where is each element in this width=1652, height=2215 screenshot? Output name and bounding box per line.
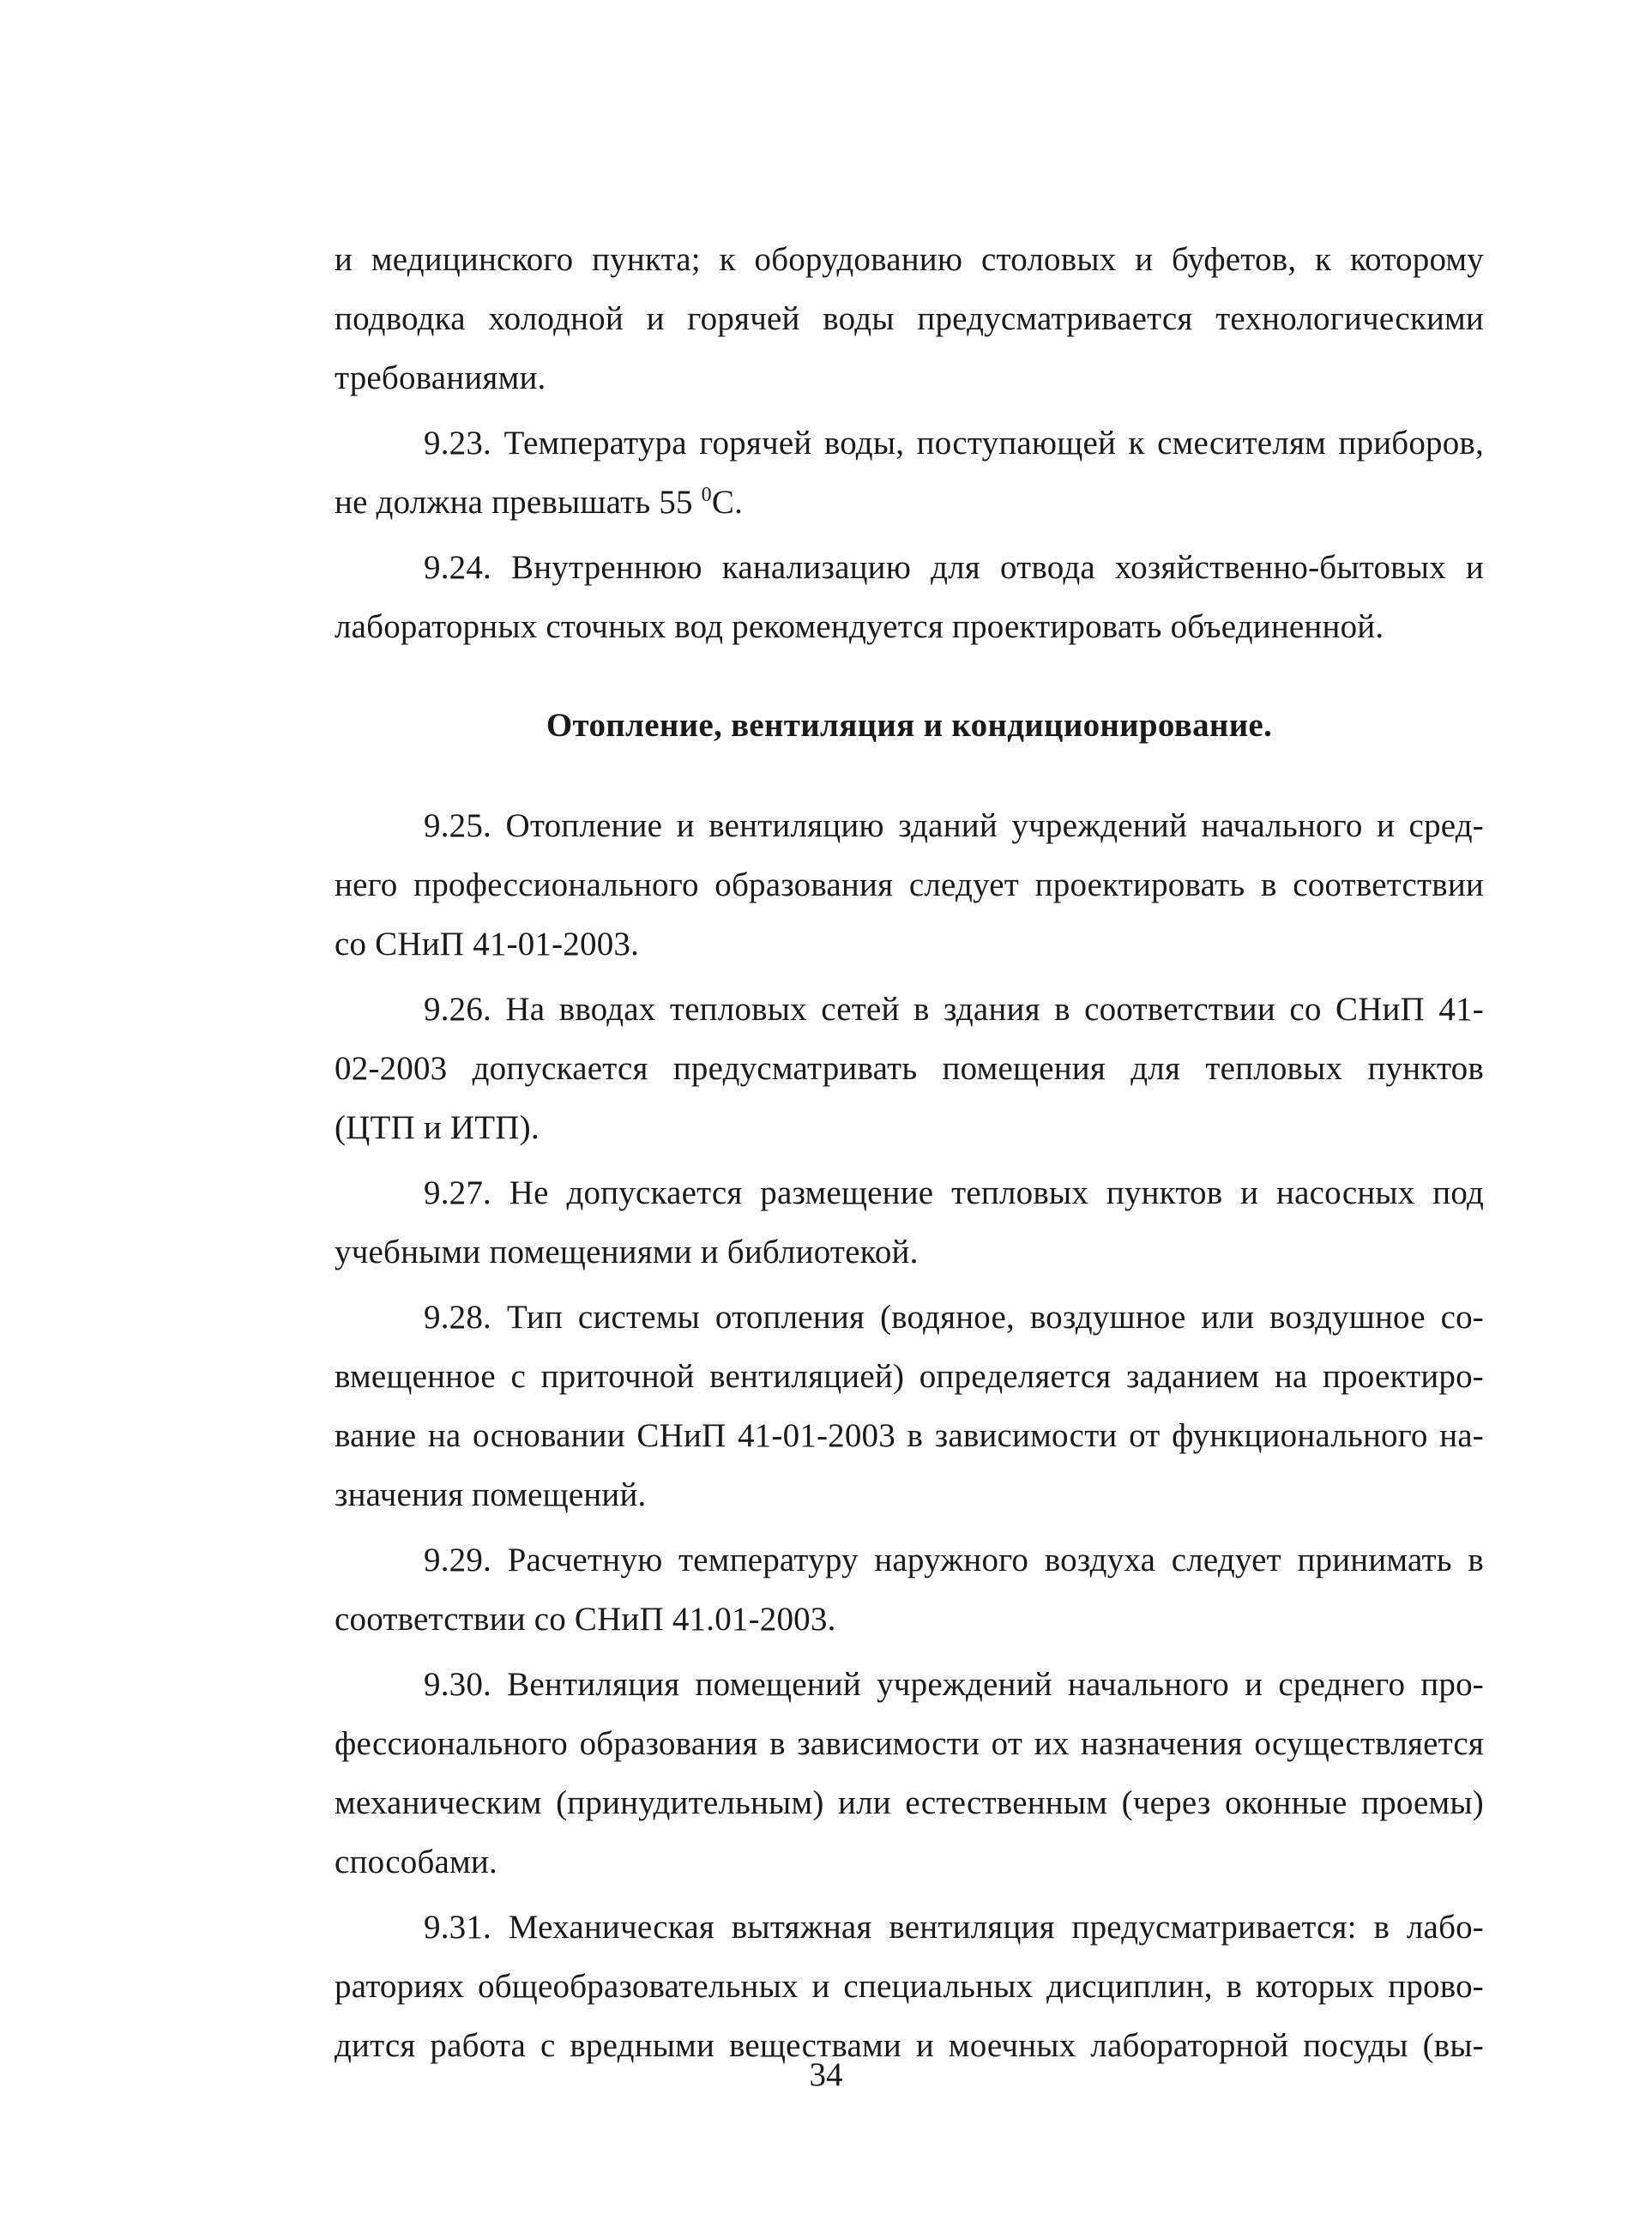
text-line: вмещенное с приточной вентиляцией) определяется заданием на проектиро- bbox=[335, 1358, 1484, 1395]
text-line bbox=[335, 473, 1484, 532]
text-line: способами. bbox=[335, 1844, 497, 1880]
text-line: 02-2003 допускается предусматривать помещения для тепловых пунктов bbox=[335, 1050, 1484, 1087]
paragraph-9-24 bbox=[335, 538, 1484, 656]
text-line: лабораторных сточных вод рекомендуется проектировать объединенной. bbox=[335, 608, 1384, 645]
paragraph-9-30 bbox=[335, 1655, 1484, 1892]
text-line: вание на основании СНиП 41-01-2003 в зависимости от функционального на- bbox=[335, 1417, 1484, 1454]
text-line: 9.26. На вводах тепловых сетей в здания в соответствии со СНиП 41- bbox=[424, 991, 1484, 1028]
paragraph-9-27 bbox=[335, 1163, 1484, 1282]
page-number: 34 bbox=[809, 2056, 843, 2093]
text-line: 9.23. Температура горячей воды, поступающей к смесителям приборов, bbox=[424, 425, 1484, 462]
degree-superscript: 0 bbox=[701, 484, 712, 506]
text-fragment: С. bbox=[711, 484, 744, 521]
paragraph-9-25 bbox=[335, 796, 1484, 974]
text-fragment: не должна превышать 55 bbox=[335, 484, 702, 521]
text-line: него профессионального образования следует проектировать в соответствии bbox=[335, 866, 1484, 903]
text-line: учебными помещениями и библиотекой. bbox=[335, 1234, 919, 1270]
text-line: и медицинского пункта; к оборудованию столовых и буфетов, к которому bbox=[335, 241, 1484, 278]
paragraph-9-26 bbox=[335, 980, 1484, 1157]
text-line: 9.30. Вентиляция помещений учреждений начального и среднего про- bbox=[424, 1666, 1484, 1703]
text-line: подводка холодной и горячей воды предусматривается технологическими bbox=[335, 300, 1484, 337]
text-line: значения помещений. bbox=[335, 1476, 647, 1513]
paragraph-9-31 bbox=[335, 1898, 1484, 2075]
text-line: дится работа с вредными веществами и моечных лабораторной посуды (вы- bbox=[335, 2027, 1484, 2064]
text-line: 9.24. Внутреннюю канализацию для отвода хозяйственно-бытовых и bbox=[424, 549, 1484, 586]
paragraph-9-23 bbox=[335, 413, 1484, 532]
text-line: требованиями. bbox=[335, 359, 546, 396]
text-line: соответствии со СНиП 41.01-2003. bbox=[335, 1601, 836, 1638]
paragraph-9-29 bbox=[335, 1530, 1484, 1649]
text-line: механическим (принудительным) или естественным (через оконные проемы) bbox=[335, 1784, 1484, 1821]
section-heading: Отопление, вентиляция и кондиционирование. bbox=[546, 707, 1273, 744]
paragraph-9-28 bbox=[335, 1288, 1484, 1524]
document-page bbox=[335, 230, 1484, 2077]
text-line: (ЦТП и ИТП). bbox=[335, 1109, 540, 1146]
text-line: 9.29. Расчетную температуру наружного воздуха следует принимать в bbox=[424, 1542, 1484, 1578]
text-line: 9.27. Не допускается размещение тепловых пунктов и насосных под bbox=[424, 1174, 1484, 1211]
text-line: 9.28. Тип системы отопления (водяное, воздушное или воздушное со- bbox=[424, 1299, 1484, 1336]
text-line: раториях общеобразовательных и специальных дисциплин, в которых прово- bbox=[335, 1968, 1484, 2005]
text-line: 9.25. Отопление и вентиляцию зданий учреждений начального и сред- bbox=[424, 807, 1484, 844]
text-line: 9.31. Механическая вытяжная вентиляция предусматривается: в лабо- bbox=[424, 1909, 1484, 1946]
paragraph-intro-continuation bbox=[335, 230, 1484, 407]
text-line: фессионального образования в зависимости от их назначения осуществляется bbox=[335, 1725, 1484, 1762]
text-line: со СНиП 41-01-2003. bbox=[335, 926, 640, 963]
